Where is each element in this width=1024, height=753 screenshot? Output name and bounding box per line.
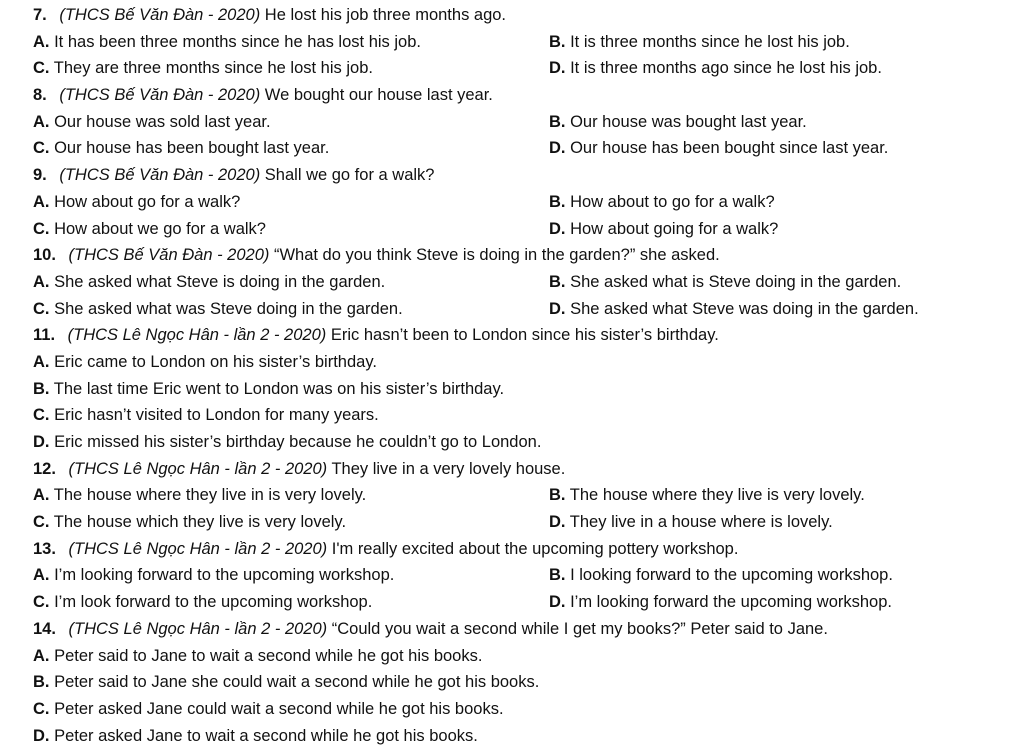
question-number: 7.	[33, 6, 47, 24]
option-text: She asked what Steve was doing in the garden.	[570, 299, 919, 318]
option-letter: C.	[33, 699, 50, 718]
option-letter: C.	[33, 513, 50, 532]
option-text: I’m look forward to the upcoming workshop.	[54, 593, 373, 612]
question-stem	[0, 82, 1024, 109]
option-a	[33, 562, 394, 589]
option-c	[33, 135, 329, 162]
option-letter: C.	[33, 406, 50, 425]
option-d	[0, 723, 1024, 750]
option-d	[549, 216, 778, 243]
option-text: I looking forward to the upcoming workshop.	[570, 566, 893, 585]
option-text: It has been three months since he has lost his job.	[54, 32, 421, 51]
option-a	[0, 643, 1024, 670]
question-number: 8.	[33, 86, 47, 105]
option-letter: A.	[33, 112, 50, 131]
question-text: I'm really excited about the upcoming pottery workshop.	[331, 539, 739, 558]
question-9	[0, 162, 1024, 242]
option-row	[0, 109, 1024, 136]
option-a	[33, 109, 271, 136]
option-c	[33, 509, 346, 536]
question-text: He lost his job three months ago.	[264, 6, 507, 24]
question-number: 11.	[33, 326, 56, 345]
option-b	[549, 482, 865, 509]
option-row	[0, 189, 1024, 216]
option-letter: D.	[33, 433, 50, 451]
question-source: (THCS Lê Ngọc Hân - lần 2 - 2020)	[67, 326, 327, 345]
option-letter: C.	[33, 593, 50, 612]
option-letter: A.	[33, 272, 50, 291]
question-stem	[0, 616, 1024, 643]
option-text: Peter said to Jane to wait a second while he got his books.	[54, 646, 483, 665]
option-d	[549, 135, 888, 162]
question-source: (THCS Bế Văn Đàn - 2020)	[59, 166, 261, 185]
question-number: 13.	[33, 539, 56, 558]
option-a	[33, 29, 421, 56]
option-text: Peter asked Jane to wait a second while he got his books.	[54, 726, 478, 745]
option-letter: B.	[549, 272, 566, 291]
option-b	[549, 189, 775, 216]
option-text: Our house was bought last year.	[570, 112, 807, 131]
option-text: Our house has been bought last year.	[54, 139, 330, 158]
option-text: How about going for a walk?	[570, 219, 779, 238]
option-letter: C.	[33, 219, 50, 238]
question-source: (THCS Bế Văn Đàn - 2020)	[59, 86, 261, 105]
option-row	[0, 29, 1024, 56]
question-text: They live in a very lovely house.	[331, 459, 566, 478]
option-letter: A.	[33, 566, 50, 585]
question-10	[0, 242, 1024, 322]
option-d	[549, 589, 892, 616]
option-letter: D.	[549, 59, 566, 78]
option-a	[0, 349, 1024, 376]
option-d	[549, 509, 833, 536]
question-number: 12.	[33, 459, 56, 478]
option-b	[549, 29, 850, 56]
option-d	[549, 55, 882, 82]
question-number: 14.	[33, 619, 56, 638]
question-stem	[0, 456, 1024, 483]
option-letter: D.	[549, 593, 566, 612]
option-c	[33, 216, 266, 243]
option-letter: B.	[33, 379, 50, 398]
option-letter: D.	[33, 726, 50, 745]
option-letter: A.	[33, 192, 50, 211]
question-source: (THCS Bế Văn Đàn - 2020)	[68, 246, 270, 265]
option-row	[0, 589, 1024, 616]
option-text: Peter asked Jane could wait a second while he got his books.	[54, 699, 504, 718]
option-row	[0, 509, 1024, 536]
question-source: (THCS Lê Ngọc Hân - lần 2 - 2020)	[68, 539, 328, 558]
option-letter: B.	[549, 486, 566, 505]
option-c	[33, 55, 373, 82]
option-b	[549, 269, 901, 296]
question-source: (THCS Lê Ngọc Hân - lần 2 - 2020)	[68, 459, 328, 478]
option-b	[549, 109, 807, 136]
question-12	[0, 456, 1024, 536]
option-letter: A.	[33, 646, 50, 665]
option-text: She asked what was Steve doing in the garden.	[54, 299, 403, 318]
option-row	[0, 135, 1024, 162]
option-b	[0, 669, 1024, 696]
option-d	[549, 296, 919, 323]
option-text: It is three months ago since he lost his job.	[570, 59, 882, 78]
option-text: Our house has been bought since last year.	[570, 139, 889, 158]
option-text: I’m looking forward to the upcoming workshop.	[54, 566, 395, 585]
option-row	[0, 296, 1024, 323]
question-stem	[0, 322, 1024, 349]
option-c	[0, 402, 1024, 429]
question-stem	[0, 536, 1024, 563]
question-11	[0, 322, 1024, 455]
question-8	[0, 82, 1024, 162]
question-text: We bought our house last year.	[264, 86, 493, 105]
option-a	[33, 269, 385, 296]
option-letter: D.	[549, 299, 566, 318]
option-letter: A.	[33, 486, 50, 505]
question-text: “Could you wait a second while I get my books?” Peter said to Jane.	[331, 619, 828, 638]
option-text: How about we go for a walk?	[54, 219, 266, 238]
question-7	[0, 2, 1024, 82]
option-letter: B.	[549, 192, 566, 211]
option-text: Eric hasn’t visited to London for many years.	[54, 406, 379, 425]
option-letter: C.	[33, 139, 50, 158]
option-letter: B.	[549, 566, 566, 585]
option-text: She asked what is Steve doing in the garden.	[570, 272, 902, 291]
option-row	[0, 216, 1024, 243]
question-text: Eric hasn’t been to London since his sister’s birthday.	[330, 326, 719, 345]
option-letter: C.	[33, 59, 50, 78]
option-c	[33, 589, 372, 616]
question-stem	[0, 242, 1024, 269]
option-text: They are three months since he lost his job.	[53, 59, 373, 78]
option-d	[0, 429, 1024, 456]
option-a	[33, 482, 366, 509]
question-stem	[0, 162, 1024, 189]
option-row	[0, 269, 1024, 296]
option-text: How about go for a walk?	[54, 192, 241, 211]
option-letter: D.	[549, 219, 566, 238]
option-text: The house where they live is very lovely.	[569, 486, 865, 505]
question-number: 9.	[33, 166, 47, 185]
question-13	[0, 536, 1024, 616]
question-text: “What do you think Steve is doing in the garden?” she asked.	[273, 246, 720, 265]
option-a	[33, 189, 240, 216]
option-b	[549, 562, 893, 589]
option-letter: A.	[33, 32, 50, 51]
option-letter: B.	[549, 32, 566, 51]
question-14	[0, 616, 1024, 749]
question-source: (THCS Bế Văn Đàn - 2020)	[59, 6, 261, 24]
option-text: Eric came to London on his sister’s birthday.	[54, 352, 377, 371]
question-number: 10.	[33, 246, 56, 265]
option-text: Our house was sold last year.	[54, 112, 271, 131]
option-row	[0, 562, 1024, 589]
option-letter: B.	[33, 673, 50, 692]
question-source: (THCS Lê Ngọc Hân - lần 2 - 2020)	[68, 619, 328, 638]
option-letter: B.	[549, 112, 566, 131]
option-text: The house where they live in is very lovely.	[53, 486, 367, 505]
question-text: Shall we go for a walk?	[264, 166, 435, 185]
option-b	[0, 376, 1024, 403]
option-text: How about to go for a walk?	[570, 192, 775, 211]
option-text: Peter said to Jane she could wait a second while he got his books.	[54, 673, 540, 692]
option-c	[33, 296, 403, 323]
option-letter: D.	[549, 139, 566, 158]
option-c	[0, 696, 1024, 723]
option-text: She asked what Steve is doing in the garden.	[54, 272, 386, 291]
question-stem	[0, 2, 1024, 29]
option-text: I’m looking forward the upcoming workshop.	[570, 593, 892, 612]
option-text: They live in a house where is lovely.	[569, 513, 833, 532]
option-row	[0, 55, 1024, 82]
option-text: The last time Eric went to London was on his sister’s birthday.	[53, 379, 505, 398]
option-text: Eric missed his sister’s birthday because he couldn’t go to London.	[54, 433, 542, 451]
option-letter: A.	[33, 352, 50, 371]
option-text: The house which they live is very lovely.	[53, 513, 347, 532]
option-letter: C.	[33, 299, 50, 318]
option-letter: D.	[549, 513, 566, 532]
option-text: It is three months since he lost his job.	[570, 32, 850, 51]
option-row	[0, 482, 1024, 509]
